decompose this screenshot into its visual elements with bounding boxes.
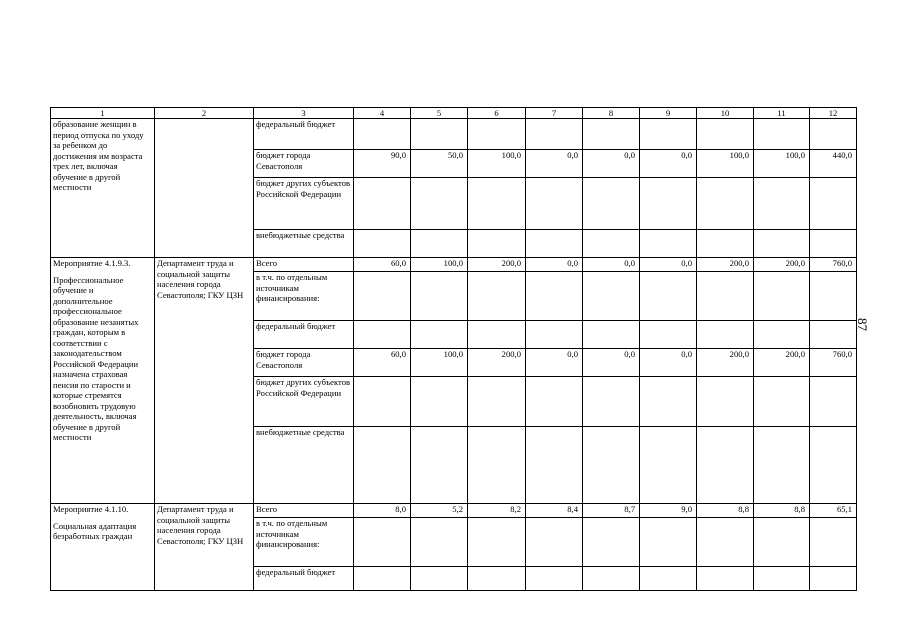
value-cell: 0,0 — [583, 349, 640, 377]
value-cell — [583, 377, 640, 427]
page-number: 87 — [855, 318, 870, 331]
value-cell — [526, 230, 583, 258]
funding-source: федеральный бюджет — [254, 119, 354, 150]
value-cell — [754, 178, 810, 230]
funding-source: бюджет других субъектов Российской Федерации — [254, 178, 354, 230]
value-cell — [754, 272, 810, 321]
value-cell — [810, 321, 857, 349]
value-cell — [810, 178, 857, 230]
value-cell: 8,0 — [354, 504, 411, 518]
funding-source: бюджет других субъектов Российской Федерации — [254, 377, 354, 427]
value-cell — [354, 377, 411, 427]
value-cell — [526, 518, 583, 567]
value-cell: 200,0 — [468, 258, 526, 272]
value-cell — [754, 518, 810, 567]
executor-cell — [155, 119, 254, 258]
value-cell — [583, 518, 640, 567]
column-header: 12 — [810, 108, 857, 119]
value-cell — [697, 321, 754, 349]
value-cell: 100,0 — [697, 150, 754, 178]
value-cell — [810, 119, 857, 150]
value-cell: 60,0 — [354, 349, 411, 377]
value-cell — [354, 178, 411, 230]
value-cell: 760,0 — [810, 349, 857, 377]
value-cell — [354, 567, 411, 591]
funding-source: федеральный бюджет — [254, 321, 354, 349]
value-cell — [640, 178, 697, 230]
value-cell — [354, 119, 411, 150]
value-cell — [697, 272, 754, 321]
value-cell: 100,0 — [411, 349, 468, 377]
value-cell: 60,0 — [354, 258, 411, 272]
value-cell — [354, 518, 411, 567]
value-cell — [468, 567, 526, 591]
value-cell: 200,0 — [468, 349, 526, 377]
value-cell: 8,2 — [468, 504, 526, 518]
value-cell — [640, 230, 697, 258]
column-header: 5 — [411, 108, 468, 119]
value-cell — [697, 119, 754, 150]
value-cell — [697, 178, 754, 230]
column-header: 10 — [697, 108, 754, 119]
value-cell — [640, 272, 697, 321]
executor-cell: Департамент труда и социальной защиты населения города Севастополя; ГКУ ЦЗН — [155, 504, 254, 591]
value-cell: 0,0 — [526, 150, 583, 178]
value-cell: 440,0 — [810, 150, 857, 178]
value-cell — [640, 119, 697, 150]
value-cell — [583, 427, 640, 504]
value-cell — [468, 377, 526, 427]
column-header: 11 — [754, 108, 810, 119]
value-cell — [411, 178, 468, 230]
budget-table — [50, 107, 857, 591]
value-cell — [583, 230, 640, 258]
funding-source: в т.ч. по отдельным источникам финансирования: — [254, 272, 354, 321]
value-cell: 9,0 — [640, 504, 697, 518]
value-cell: 0,0 — [526, 349, 583, 377]
value-cell — [583, 178, 640, 230]
value-cell: 760,0 — [810, 258, 857, 272]
header-row — [51, 108, 857, 119]
value-cell — [810, 427, 857, 504]
value-cell — [810, 230, 857, 258]
value-cell — [640, 321, 697, 349]
value-cell: 5,2 — [411, 504, 468, 518]
measure-name-cell — [51, 119, 155, 258]
value-cell — [754, 230, 810, 258]
value-cell — [468, 321, 526, 349]
value-cell: 0,0 — [583, 258, 640, 272]
value-cell — [468, 178, 526, 230]
funding-source: внебюджетные средства — [254, 427, 354, 504]
value-cell — [754, 567, 810, 591]
value-cell: 100,0 — [468, 150, 526, 178]
value-cell — [468, 427, 526, 504]
funding-source: федеральный бюджет — [254, 567, 354, 591]
value-cell — [640, 567, 697, 591]
column-header: 4 — [354, 108, 411, 119]
funding-source: внебюджетные средства — [254, 230, 354, 258]
value-cell: 100,0 — [754, 150, 810, 178]
funding-source: бюджет города Севастополя — [254, 150, 354, 178]
value-cell: 8,7 — [583, 504, 640, 518]
value-cell — [640, 518, 697, 567]
value-cell: 100,0 — [411, 258, 468, 272]
value-cell — [697, 567, 754, 591]
value-cell — [810, 567, 857, 591]
value-cell — [810, 272, 857, 321]
value-cell — [526, 119, 583, 150]
value-cell — [411, 567, 468, 591]
measure-name: Профессиональное обучение и дополнительное профессиональное образование незанятых граждан, которым в соответствии с законодательством Российской Федерации назначена страховая пенсия по старости и которые стремятся возобновить трудовую деятельность, включая обучение в другой местности — [53, 274, 139, 442]
value-cell — [640, 377, 697, 427]
column-header: 9 — [640, 108, 697, 119]
measure-name-cell — [51, 258, 155, 504]
measure-number: Мероприятие 4.1.9.3. — [53, 258, 131, 268]
measure-name: образование женщин в период отпуска по уходу за ребенком до достижения им возраста трех лет, включая обучение в другой местности — [53, 119, 144, 192]
value-cell — [354, 427, 411, 504]
column-header: 3 — [254, 108, 354, 119]
value-cell — [468, 230, 526, 258]
value-cell: 0,0 — [640, 150, 697, 178]
value-cell: 8,4 — [526, 504, 583, 518]
column-header: 6 — [468, 108, 526, 119]
value-cell — [754, 377, 810, 427]
value-cell — [411, 321, 468, 349]
value-cell — [526, 427, 583, 504]
value-cell — [526, 178, 583, 230]
column-header: 2 — [155, 108, 254, 119]
value-cell — [468, 272, 526, 321]
value-cell — [754, 119, 810, 150]
value-cell — [754, 321, 810, 349]
value-cell — [697, 518, 754, 567]
value-cell — [526, 321, 583, 349]
measure-name: Социальная адаптация безработных граждан — [53, 520, 137, 541]
value-cell — [697, 230, 754, 258]
value-cell — [468, 119, 526, 150]
value-cell — [526, 567, 583, 591]
value-cell — [583, 272, 640, 321]
value-cell — [583, 119, 640, 150]
value-cell: 0,0 — [640, 349, 697, 377]
value-cell — [411, 377, 468, 427]
value-cell — [411, 427, 468, 504]
value-cell — [411, 518, 468, 567]
value-cell — [411, 119, 468, 150]
value-cell — [583, 567, 640, 591]
value-cell: 8,8 — [754, 504, 810, 518]
value-cell — [526, 377, 583, 427]
value-cell — [411, 272, 468, 321]
value-cell: 65,1 — [810, 504, 857, 518]
value-cell — [810, 518, 857, 567]
value-cell — [697, 377, 754, 427]
value-cell — [697, 427, 754, 504]
value-cell — [468, 518, 526, 567]
value-cell: 0,0 — [583, 150, 640, 178]
table-row — [51, 119, 857, 150]
value-cell: 200,0 — [754, 349, 810, 377]
value-cell — [526, 272, 583, 321]
value-cell: 0,0 — [640, 258, 697, 272]
value-cell — [354, 272, 411, 321]
column-header: 1 — [51, 108, 155, 119]
value-cell: 90,0 — [354, 150, 411, 178]
table-row — [51, 504, 857, 518]
value-cell — [583, 321, 640, 349]
funding-source: бюджет города Севастополя — [254, 349, 354, 377]
table-row — [51, 258, 857, 272]
measure-name-cell — [51, 504, 155, 591]
value-cell — [640, 427, 697, 504]
value-cell — [354, 321, 411, 349]
value-cell — [810, 377, 857, 427]
value-cell: 200,0 — [697, 258, 754, 272]
value-cell: 50,0 — [411, 150, 468, 178]
value-cell — [354, 230, 411, 258]
funding-source: Всего — [254, 504, 354, 518]
measure-number: Мероприятие 4.1.10. — [53, 504, 129, 514]
column-header: 7 — [526, 108, 583, 119]
value-cell: 200,0 — [754, 258, 810, 272]
column-header: 8 — [583, 108, 640, 119]
value-cell: 200,0 — [697, 349, 754, 377]
value-cell: 0,0 — [526, 258, 583, 272]
funding-source: в т.ч. по отдельным источникам финансирования: — [254, 518, 354, 567]
value-cell — [754, 427, 810, 504]
value-cell — [411, 230, 468, 258]
executor-cell: Департамент труда и социальной защиты населения города Севастополя; ГКУ ЦЗН — [155, 258, 254, 504]
table-body — [51, 108, 857, 591]
funding-source: Всего — [254, 258, 354, 272]
value-cell: 8,8 — [697, 504, 754, 518]
